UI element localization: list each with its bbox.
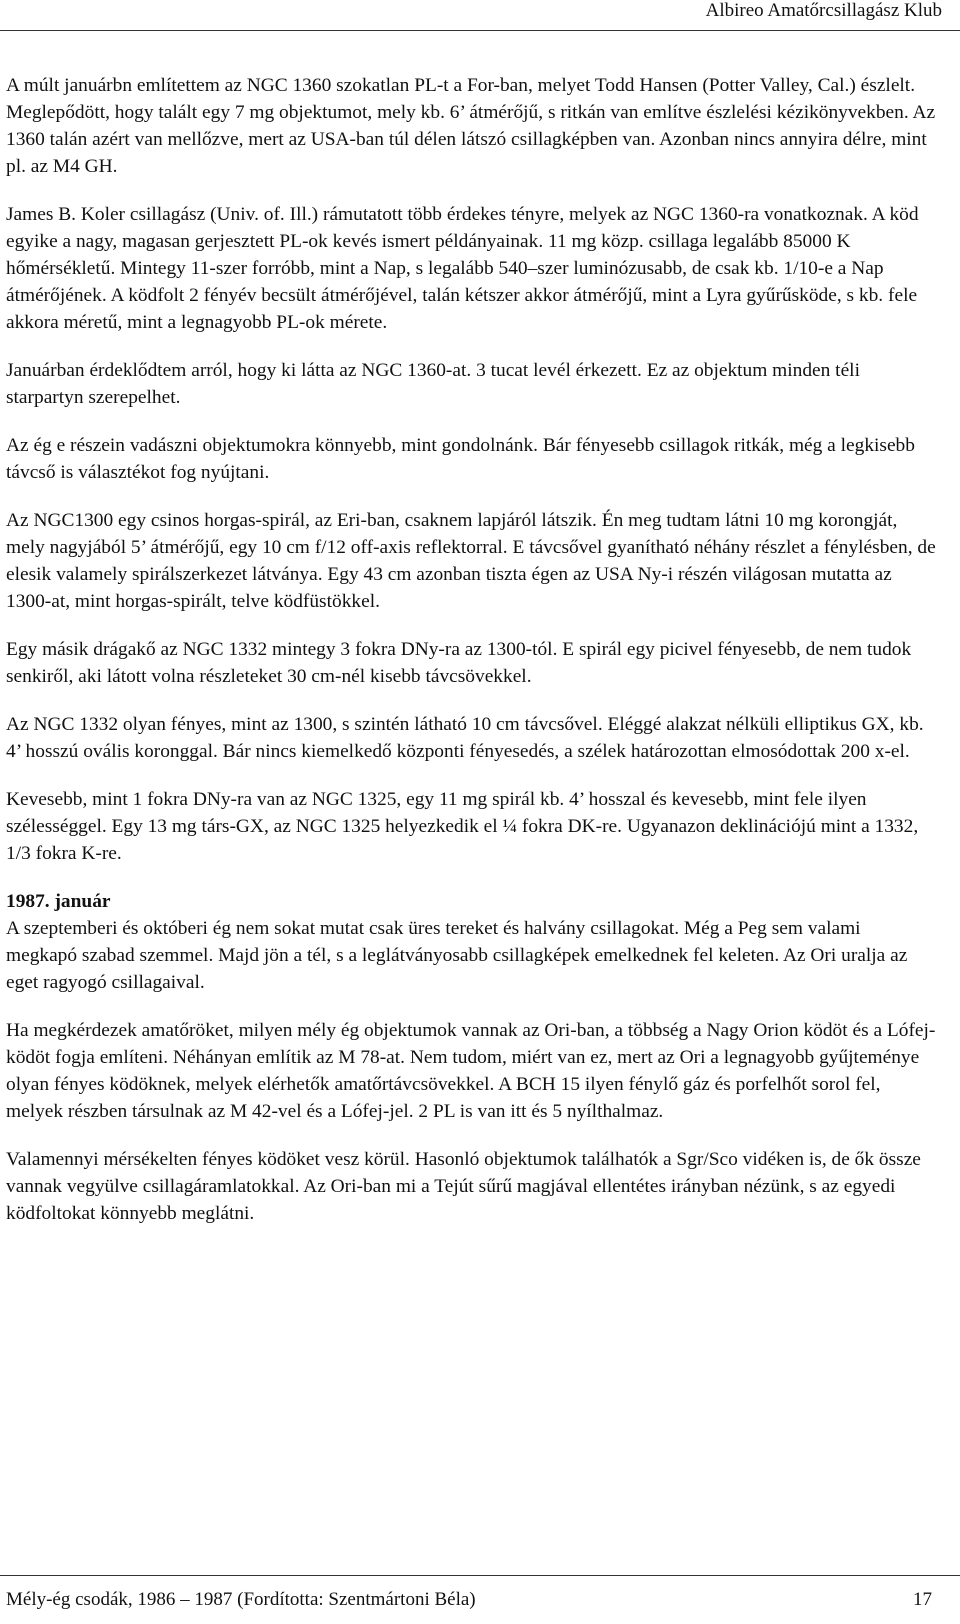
- paragraph: Kevesebb, mint 1 fokra DNy-ra van az NGC 1325, egy 11 mg spirál kb. 4’ hosszal és kevesebb, mint fele ilyen szélességgel. Egy 13 mg társ-GX, az NGC 1325 helyezkedik el ¼ fokra DK-re. Ugyanazon deklinációjú mint a 1332, 1/3 fokra K-re.: [6, 789, 919, 864]
- paragraph: A szeptemberi és októberi ég nem sokat mutat csak üres tereket és halvány csillagokat. Még a Peg sem valami megkapó szabad szemmel. Majd jön a tél, s a leglátványosabb csillagképek emelkednek fel keleten. Az Ori uralja az eget ragyogó csillagaival.: [6, 918, 908, 993]
- header-divider: [0, 30, 960, 31]
- footer-divider: [0, 1575, 960, 1576]
- page-footer: [0, 1575, 960, 1624]
- paragraph: Ha megkérdezek amatőröket, milyen mély ég objektumok vannak az Ori-ban, a többség a Nagy Orion ködöt és a Lófej-ködöt fogja említeni. Néhányan említik az M 78-at. Nem tudom, miért van ez, mert az Ori a legnagyobb gyűjteménye olyan fényes ködöknek, melyek elérhetők amatőrtávcsövekkel. A BCH 15 ilyen fénylő gáz és porfelhőt sorol fel, melyek részben társulnak az M 42-vel és a Lófej-jel. 2 PL is van itt és 5 nyílthalmaz.: [6, 1020, 936, 1122]
- article-body: [6, 72, 936, 1227]
- paragraph: A múlt januárbn említettem az NGC 1360 szokatlan PL-t a For-ban, melyet Todd Hansen (Potter Valley, Cal.) észlelt. Meglepődött, hogy talált egy 7 mg objektumot, mely kb. 6’ átmérőjű, s ritkán van említve észlelési kézikönyvekben. Az 1360 talán azért van mellőzve, mert az USA-ban túl délen látszó csillagképben van. Azonban nincs annyira délre, mint pl. az M4 GH.: [6, 75, 936, 177]
- section-heading: 1987. január: [6, 891, 111, 912]
- paragraph: Az NGC 1332 olyan fényes, mint az 1300, s szintén látható 10 cm távcsővel. Eléggé alakzat nélküli elliptikus GX, kb. 4’ hosszú ovális koronggal. Bár nincs kiemelkedő központi fényesedés, a szélek határozottan elmosódottak 200 x-el.: [6, 714, 924, 762]
- paragraph: Az ég e részein vadászni objektumokra könnyebb, mint gondolnánk. Bár fényesebb csillagok ritkák, még a legkisebb távcső is választékot fog nyújtani.: [6, 435, 915, 483]
- paragraph: Az NGC1300 egy csinos horgas-spirál, az Eri-ban, csaknem lapjáról látszik. Én meg tudtam látni 10 mg korongját, mely nagyjából 5’ átmérőjű, egy 10 cm f/12 off-axis reflektorral. E távcsővel gyanítható néhány részlet a fénylésben, de elesik valamely spirálszerkezet látványa. Egy 43 cm azonban tiszta égen az USA Ny-i részén világosan mutatta az 1300-at, mint horgas-spirált, telve ködfüstökkel.: [6, 510, 936, 612]
- page-number: 17: [913, 1589, 932, 1610]
- page-header: [0, 0, 960, 40]
- paragraph: James B. Koler csillagász (Univ. of. Ill.) rámutatott több érdekes tényre, melyek az NGC 1360-ra vonatkoznak. A köd egyike a nagy, magasan gerjesztett PL-ok kevés ismert példányainak. 11 mg közp. csillaga legalább 85000 K hőmérsékletű. Mintegy 11-szer forróbb, mint a Nap, s legalább 540–szer luminózusabb, de csak kb. 1/10-e a Nap átmérőjének. A ködfolt 2 fényév becsült átmérőjével, talán kétszer akkor átmérőjű, mint a Lyra gyűrűsköde, s kb. fele akkora méretű, mint a legnagyobb PL-ok mérete.: [6, 204, 919, 333]
- paragraph: Valamennyi mérsékelten fényes ködöket vesz körül. Hasonló objektumok találhatók a Sgr/Sco vidéken is, de ők össze vannak vegyülve csillagáramlatokkal. Az Ori-ban mi a Tejút sűrű magjával ellentétes irányban nézünk, s az egyedi ködfoltokat könnyebb meglátni.: [6, 1149, 921, 1224]
- footer-citation: Mély-ég csodák, 1986 – 1987 (Fordította: Szentmártoni Béla): [6, 1589, 476, 1610]
- paragraph: Januárban érdeklődtem arról, hogy ki látta az NGC 1360-at. 3 tucat levél érkezett. Ez az objektum minden téli starpartyn szerepelhet.: [6, 360, 860, 408]
- paragraph: Egy másik drágakő az NGC 1332 mintegy 3 fokra DNy-ra az 1300-tól. E spirál egy picivel fényesebb, de nem tudok senkiről, aki látott volna részleteket 30 cm-nél kisebb távcsövekkel.: [6, 639, 912, 687]
- header-title: Albireo Amatőrcsillagász Klub: [705, 0, 942, 21]
